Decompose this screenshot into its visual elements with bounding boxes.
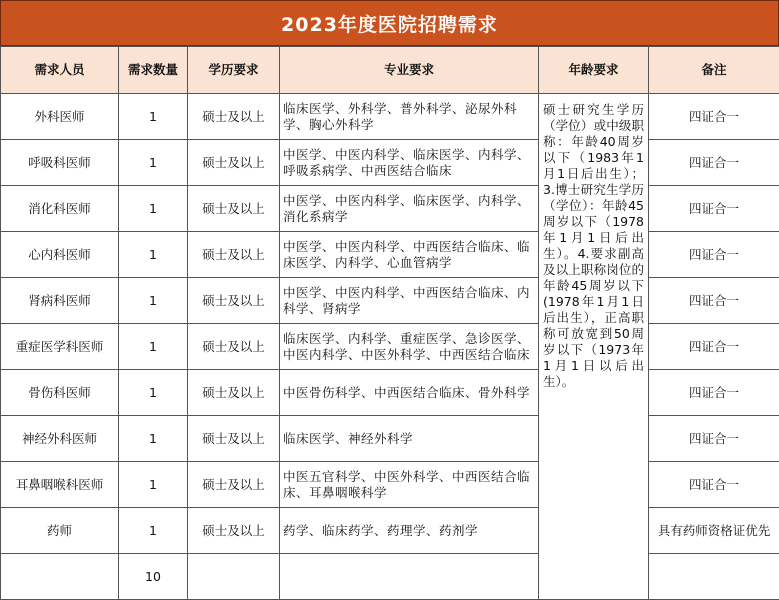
table-row [1,94,779,140]
position-cell: 骨伤科医师 [1,370,119,416]
position-cell: 心内科医师 [1,232,119,278]
education-cell: 硕士及以上 [188,370,280,416]
page-title: 2023年度医院招聘需求 [0,0,779,46]
count-cell: 1 [119,186,188,232]
header-row [1,47,779,94]
age-requirement-cell: 硕士研究生学历（学位）或中级职称：年龄40周岁以下（1983年1月1日后出生）；3.博士研究生学历（学位）：年龄45周岁以下（1978年1月1日后出生）。4.要求副高及以上职称岗位的年龄45周岁以下(1978年1月1日后出生），正高职称可放宽到50周岁以下（1973年1月1日以后出生）。 [539,94,649,600]
major-cell: 临床医学、神经外科学 [280,416,539,462]
note-cell: 四证合一 [649,416,779,462]
total-count-cell: 10 [119,554,188,600]
count-cell: 1 [119,416,188,462]
table-row [1,186,779,232]
count-cell: 1 [119,94,188,140]
table-row [1,278,779,324]
count-cell: 1 [119,278,188,324]
education-cell: 硕士及以上 [188,232,280,278]
note-cell: 四证合一 [649,370,779,416]
count-cell: 1 [119,232,188,278]
position-cell: 重症医学科医师 [1,324,119,370]
table-row [1,462,779,508]
note-cell: 四证合一 [649,140,779,186]
table-row [1,370,779,416]
total-note-cell [649,554,779,600]
major-cell: 中医骨伤科学、中西医结合临床、骨外科学 [280,370,539,416]
table-row [1,232,779,278]
position-cell: 外科医师 [1,94,119,140]
table-row [1,508,779,554]
education-cell: 硕士及以上 [188,508,280,554]
table-row [1,324,779,370]
total-position-cell [1,554,119,600]
education-cell: 硕士及以上 [188,462,280,508]
recruitment-table [0,46,779,600]
count-cell: 1 [119,140,188,186]
count-cell: 1 [119,324,188,370]
major-cell: 中医学、中医内科学、中西医结合临床、内科学、肾病学 [280,278,539,324]
note-cell: 四证合一 [649,462,779,508]
education-cell: 硕士及以上 [188,278,280,324]
note-cell: 四证合一 [649,232,779,278]
count-cell: 1 [119,462,188,508]
education-cell: 硕士及以上 [188,186,280,232]
header-position: 需求人员 [1,47,119,94]
header-count: 需求数量 [119,47,188,94]
header-education: 学历要求 [188,47,280,94]
count-cell: 1 [119,508,188,554]
count-cell: 1 [119,370,188,416]
header-major: 专业要求 [280,47,539,94]
note-cell: 四证合一 [649,324,779,370]
position-cell: 药师 [1,508,119,554]
note-cell: 具有药师资格证优先 [649,508,779,554]
major-cell: 中医五官科学、中医外科学、中西医结合临床、耳鼻咽喉科学 [280,462,539,508]
position-cell: 神经外科医师 [1,416,119,462]
total-education-cell [188,554,280,600]
note-cell: 四证合一 [649,186,779,232]
education-cell: 硕士及以上 [188,416,280,462]
position-cell: 呼吸科医师 [1,140,119,186]
major-cell: 临床医学、外科学、普外科学、泌尿外科学、胸心外科学 [280,94,539,140]
major-cell: 药学、临床药学、药理学、药剂学 [280,508,539,554]
major-cell: 临床医学、内科学、重症医学、急诊医学、中医内科学、中医外科学、中西医结合临床 [280,324,539,370]
table-row [1,416,779,462]
position-cell: 耳鼻咽喉科医师 [1,462,119,508]
note-cell: 四证合一 [649,94,779,140]
header-note: 备注 [649,47,779,94]
education-cell: 硕士及以上 [188,94,280,140]
total-major-cell [280,554,539,600]
position-cell: 肾病科医师 [1,278,119,324]
major-cell: 中医学、中医内科学、中西医结合临床、临床医学、内科学、心血管病学 [280,232,539,278]
major-cell: 中医学、中医内科学、临床医学、内科学、呼吸系病学、中西医结合临床 [280,140,539,186]
note-cell: 四证合一 [649,278,779,324]
education-cell: 硕士及以上 [188,140,280,186]
header-age: 年龄要求 [539,47,649,94]
table-row [1,140,779,186]
position-cell: 消化科医师 [1,186,119,232]
education-cell: 硕士及以上 [188,324,280,370]
major-cell: 中医学、中医内科学、临床医学、内科学、消化系病学 [280,186,539,232]
total-row [1,554,779,600]
